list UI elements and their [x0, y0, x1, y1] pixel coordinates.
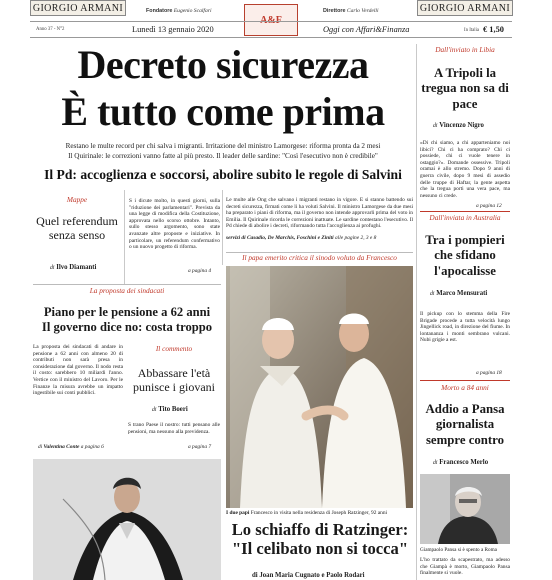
main-subheadline[interactable]: Il Pd: accoglienza e soccorsi, abolire subito le regole di Salvini — [44, 167, 402, 182]
popes-image — [226, 266, 413, 508]
section-divider — [420, 380, 510, 381]
column-divider — [222, 190, 223, 265]
column-divider — [416, 44, 417, 580]
byline-prefix: di — [152, 407, 157, 413]
section-divider — [420, 211, 510, 212]
ad-banner-left[interactable] — [30, 0, 126, 16]
director-name: Carlo Verdelli — [346, 8, 379, 14]
libia-author: Vincenzo Nigro — [439, 122, 484, 129]
founder-credit — [146, 8, 212, 14]
two-popes-photo[interactable] — [226, 266, 413, 508]
pansa-byline — [433, 459, 488, 466]
services-authors: servizi di Casadio, De Marchis, Foschini e Ziniti — [226, 235, 334, 241]
fashion-photo[interactable] — [33, 459, 221, 580]
pensioni-title[interactable] — [33, 305, 221, 335]
section-divider — [33, 284, 221, 285]
pensioni-body-text: La proposta dei sindacati di andare in pensione a 62 anni con almeno 20 di contributi non sarà presa in considerazione dal governo. Il nodo resta il costo: sarebbero 10 miliardi l'anno. Vertice con il ministro del Lavoro. Per le Finanze la misura avrebbe un impatto ingestibile sui conti pubblici. — [33, 344, 123, 397]
founder-name: Eugenio Scalfari — [173, 8, 212, 14]
libia-page-ref[interactable]: a pagina 12 — [476, 203, 502, 209]
pansa-author: Francesco Merlo — [439, 459, 489, 466]
price-country: In Italia — [464, 28, 480, 33]
issue-number: Anno 37 - N°2 — [36, 27, 65, 32]
director-label: Direttore — [323, 8, 346, 14]
pensioni-author: Valentina Conte — [43, 444, 80, 450]
decreto-body-text: Le multe alle Ong che salvano i migranti restano in vigore. E si stanno battendo sui decreti sicurezza, firmati come li ha voluti Salvini. Il ministro Lamorgese da due mesi ha preparato i piani di riforma, ma il governo non intende approvarli prima del voto in Emilia. Il Quirinale ricorda le correzioni inattuate. Le sardine contestano l'esecutivo. Il Pd chiede di abolire i decreti, riformando tutta l'accoglienza ai profughi. — [226, 197, 413, 230]
pansa-title[interactable]: Addio a Pansa giornalista sempre contro — [425, 402, 505, 447]
commento-author: Tito Boeri — [158, 406, 188, 413]
byline-prefix: di — [50, 265, 55, 271]
mappe-title[interactable]: Quel referendum senza senso — [36, 214, 118, 243]
caption-label: I due papi — [226, 510, 250, 516]
libia-kicker: Dall'inviato in Libia — [435, 45, 495, 54]
pensioni-page-ref[interactable]: a pagina 6 — [80, 444, 104, 450]
australia-kicker: Dall'inviata in Australia — [429, 213, 501, 222]
pensioni-kicker: La proposta dei sindacati — [89, 286, 165, 295]
libia-body-text: «Di chi siamo, a chi apparteniamo noi libici? Chi ci ha comprato? Chi ci possiede, chi ci vuole tenere in ostaggio?». Domande ossessive. Tripoli oramai è allo stremo. Dopo 9 anni di guerra civile, dopo 9 mesi di assedio delle truppe di Haftar, la gente aspetta che la tregua porti una vera pace, ma nessuno ci crede. — [420, 140, 510, 199]
dateline-divider — [30, 37, 512, 38]
popes-photo-caption — [226, 510, 413, 516]
pansa-body-text: L'ho trattato da scapestrato, ma adesso che Giampà è morto, Giampaolo Pansa finalmente si vuole. — [420, 557, 510, 577]
ratzinger-title-line1: Lo schiaffo di Ratzinger: — [231, 520, 409, 539]
commento-byline — [152, 406, 188, 413]
commento-body-text: S trano Paese il nostro: tutti pensano alle pensioni, ma nessuno alla previdenza. — [128, 422, 220, 435]
byline-prefix: di — [433, 460, 438, 466]
newspaper-logo[interactable] — [244, 4, 298, 36]
australia-title[interactable]: Tra i pompieri che sfidano l'apocalisse — [425, 233, 505, 278]
commento-page-ref[interactable]: a pagina 7 — [188, 444, 212, 450]
services-pages: alle pagine 2, 3 e 8 — [335, 235, 377, 241]
pansa-kicker: Morto a 84 anni — [441, 383, 489, 392]
mappe-byline — [50, 264, 96, 271]
australia-byline — [430, 290, 487, 297]
australia-body-text: Il pickup con lo stemma della Fire Brigade procede a tutta velocità lungo Jingellick road, in direzione del fiume. In lontananza i monti sembrano vulcani. Nubi grigie a est. — [420, 311, 510, 344]
main-headline-line2[interactable]: È tutto come prima — [61, 89, 385, 134]
byline-prefix: di — [430, 291, 435, 297]
byline-prefix: di — [433, 123, 438, 129]
commento-kicker: Il commento — [155, 344, 193, 353]
ratzinger-kicker: Il papa emerito critica il sinodo voluto da Francesco — [242, 253, 397, 262]
founder-label: Fondatore — [146, 8, 173, 14]
pansa-photo[interactable] — [420, 474, 510, 544]
director-credit — [323, 8, 379, 14]
masthead-divider — [30, 21, 512, 22]
issue-date: Lunedì 13 gennaio 2020 — [132, 25, 214, 34]
libia-byline — [433, 122, 484, 129]
ratzinger-title[interactable] — [224, 520, 416, 559]
ad-banner-right[interactable] — [417, 0, 513, 16]
main-summary-line2: Il Quirinale: le correzioni vanno fatte al più presto. Il leader delle sardine: "Così l'esecutivo non è credibile" — [68, 152, 378, 160]
australia-page-ref[interactable]: a pagina 18 — [476, 370, 502, 376]
australia-author: Marco Mensurati — [436, 290, 488, 297]
caption-text: Francesco in visita nella residenza di Joseph Ratzinger, 92 anni — [250, 510, 388, 516]
today-supplement: Oggi con Affari&Finanza — [323, 25, 410, 34]
ad-brand-right: GIORGIO ARMANI — [419, 2, 511, 14]
decreto-services — [226, 235, 376, 241]
main-headline-line1[interactable]: Decreto sicurezza — [77, 42, 369, 87]
ratzinger-authors: di Joan Maria Cugnato e Paolo Rodari — [252, 572, 365, 579]
pansa-portrait-image — [420, 474, 510, 544]
pensioni-title-line1: Piano per le pensione a 62 anni — [43, 305, 211, 319]
mappe-page-ref[interactable]: a pagina 4 — [188, 268, 212, 274]
fashion-model-image — [33, 459, 221, 580]
commento-title[interactable]: Abbassare l'età punisce i giovani — [133, 366, 215, 395]
main-summary-line1: Restano le multe record per chi salva i migranti. Irritazione del ministro Lamorgese: riforma pronta da 2 mesi — [65, 142, 381, 150]
pensioni-title-line2: Il governo dice no: costa troppo — [41, 320, 213, 335]
pansa-photo-caption: Giampaolo Pansa si è spento a Roma — [420, 547, 497, 553]
logo-text: A&F — [260, 14, 282, 26]
pensioni-byline: di Valentina Conte a pagina 6 — [38, 444, 104, 450]
mappe-kicker: Mappe — [66, 195, 88, 204]
referendum-body-text: S i dicute molto, in questi giorni, sulla "riduzione dei parlamentari". Prevista da una legge di modifica della Costituzione, approvata nello scorso ottobre. Intanto, sullo stesso argomento, sono state avanzate altre proposte e iniziative. In particolare, un referendum confermativo o un nuovo progetto di riforma. — [129, 198, 220, 251]
libia-title[interactable]: A Tripoli la tregua non sa di pace — [421, 66, 509, 111]
issue-price: € 1,50 — [483, 25, 504, 34]
mappe-author: Ilvo Diamanti — [56, 264, 97, 271]
ratzinger-title-line2: "Il celibato non si tocca" — [231, 539, 409, 559]
column-divider — [124, 190, 125, 285]
ad-brand-left: GIORGIO ARMANI — [32, 2, 124, 14]
